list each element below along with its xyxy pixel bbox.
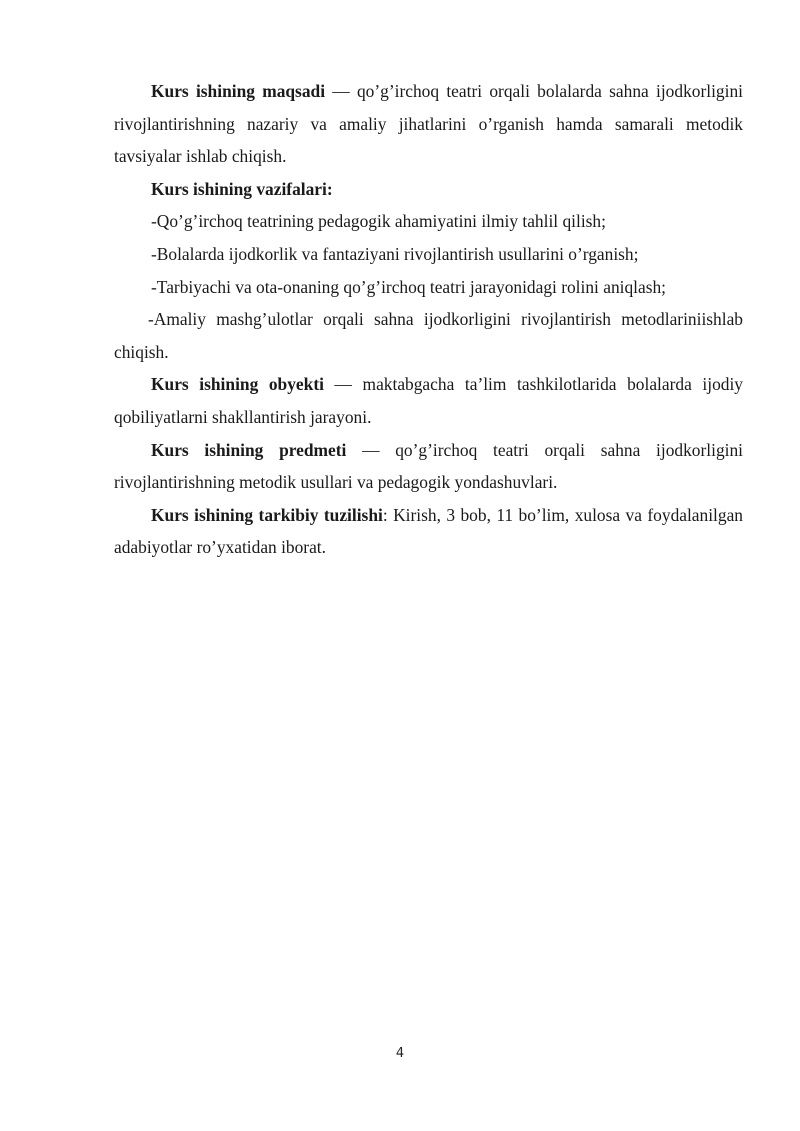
structure-text: : Kirish, 3 bob, 11 bo’lim, xulosa va foydalanilgan adabiyotlar ro’yxatidan iborat. [114, 504, 743, 558]
structure-heading: Kurs ishining tarkibiy tuzilishi [151, 504, 383, 525]
task-item: -Bolalarda ijodkorlik va fantaziyani rivojlantirish usullarini o’rganish; [151, 243, 639, 264]
aim-heading: Kurs ishining maqsadi [151, 81, 326, 101]
object-paragraph [114, 368, 743, 433]
task-item: -Qo’g’irchoq teatrining pedagogik ahamiyatini ilmiy tahlil qilish; [151, 211, 606, 232]
subject-text: — qo’g’irchoq teatri orqali sahna ijodkorligini rivojlantirishning metodik usullari va pedagogik yondashuvlari. [114, 439, 743, 493]
page-number: 4 [395, 1046, 405, 1061]
tasks-heading-paragraph [114, 173, 743, 206]
task-item: -Amaliy mashg’ulotlar orqali sahna ijodkorligini rivojlantirish metodlariniishlab chiqish. [114, 309, 743, 362]
tasks-heading: Kurs ishining vazifalari: [151, 178, 333, 199]
document-body [114, 75, 743, 564]
task-item: -Tarbiyachi va ota-onaning qo’g’irchoq teatri jarayonidagi rolini aniqlash; [151, 276, 667, 297]
object-heading: Kurs ishining obyekti [151, 374, 324, 395]
aim-paragraph [114, 75, 743, 173]
structure-paragraph [114, 499, 743, 564]
subject-paragraph [114, 434, 743, 499]
subject-heading: Kurs ishining predmeti [151, 439, 347, 460]
aim-text: — qo’g’irchoq teatri orqali bolalarda sahna ijodkorligini rivojlantirishning nazariy va amaliy jihatlarini o’rganish hamda samarali metodik tavsiyalar ishlab chiqish. [114, 81, 743, 167]
object-text: — maktabgacha ta’lim tashkilotlarida bolalarda ijodiy qobiliyatlarni shakllantirish jarayoni. [114, 374, 743, 427]
